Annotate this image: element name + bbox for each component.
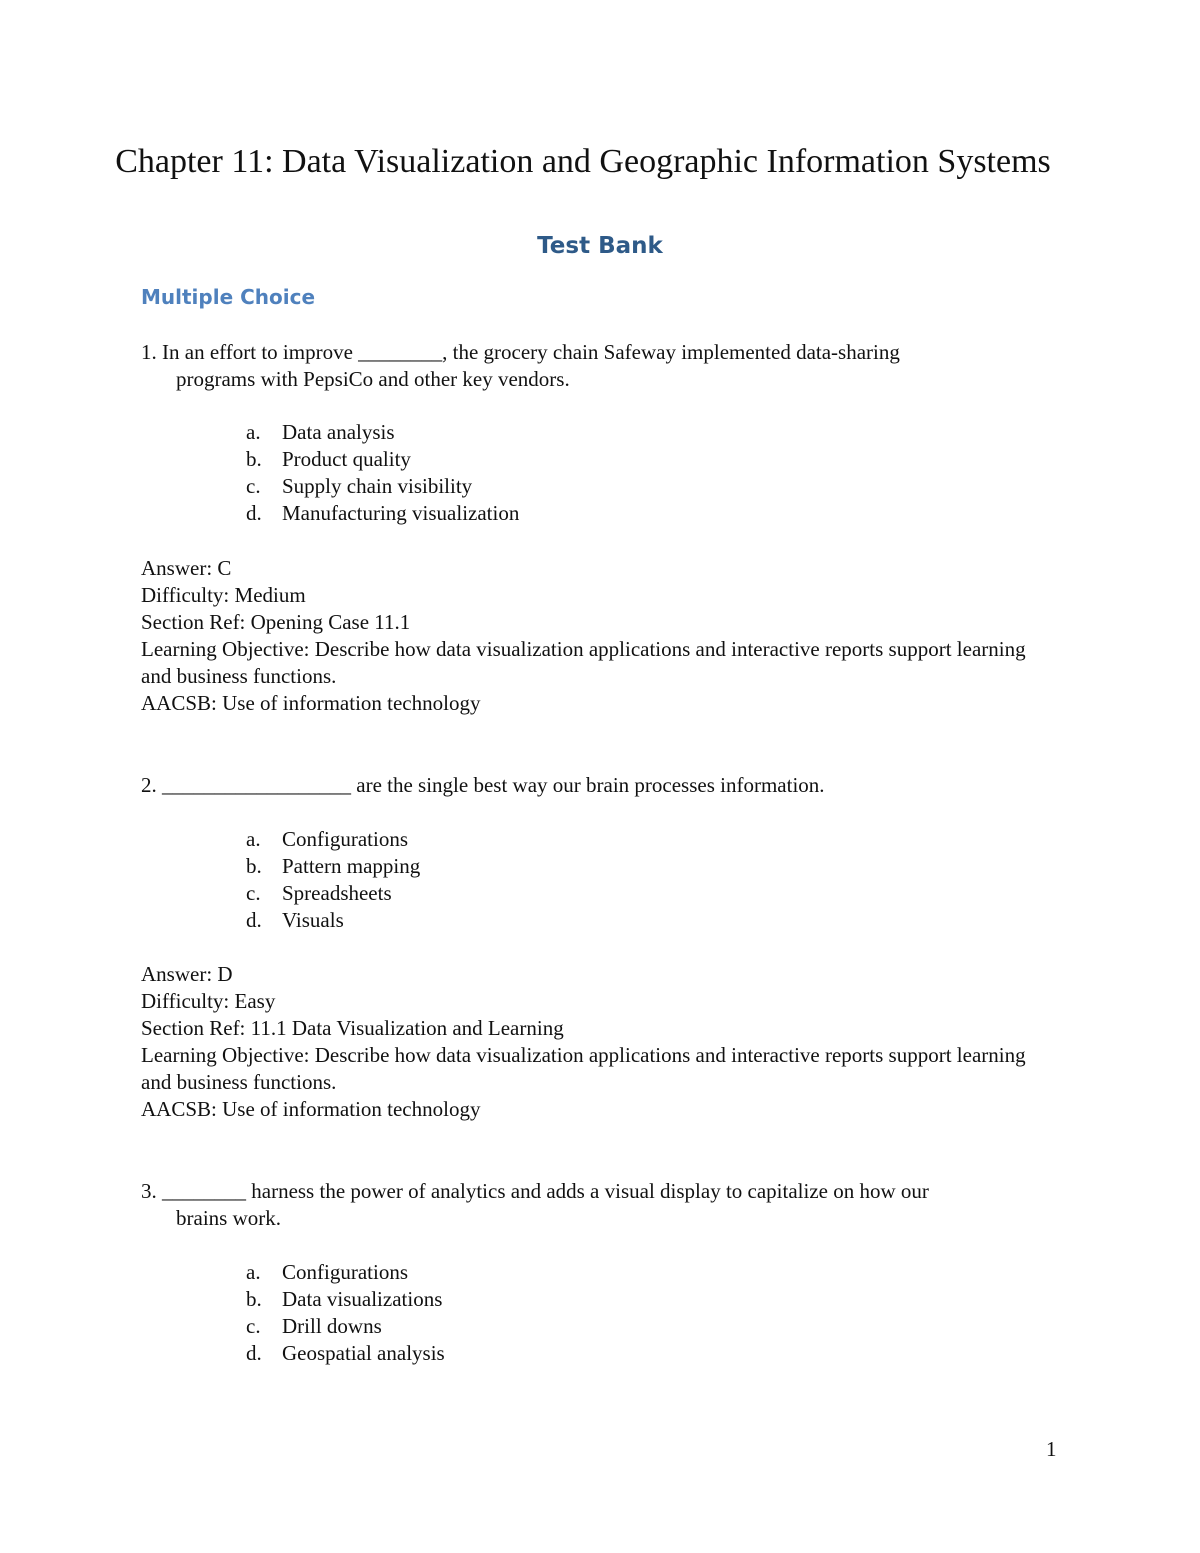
question-3-line2: brains work. xyxy=(176,1206,281,1230)
section-ref: Section Ref: 11.1 Data Visualization and Learning xyxy=(141,1016,564,1040)
option-b: b. Data visualizations xyxy=(246,1287,443,1311)
answer: Answer: C xyxy=(141,556,232,580)
option-a: a. Configurations xyxy=(246,1260,408,1284)
answer-blank: ________ xyxy=(358,340,443,364)
question-2-metadata xyxy=(141,961,1061,1123)
page-number: 1 xyxy=(1046,1437,1057,1461)
question-1 xyxy=(141,339,900,393)
option-b: b. Pattern mapping xyxy=(246,854,421,878)
question-text: are the single best way our brain processes information. xyxy=(351,773,825,797)
question-3 xyxy=(141,1178,929,1232)
question-3-line1 xyxy=(141,1178,929,1205)
test-bank-heading: Test Bank xyxy=(537,233,663,259)
answer-blank: ________ xyxy=(162,1179,246,1203)
learning-objective: Learning Objective: Describe how data visualization applications and interactive reports support learning and business functions. xyxy=(141,637,1026,688)
question-2-options xyxy=(246,826,420,934)
question-text: harness the power of analytics and adds a visual display to capitalize on how our xyxy=(246,1179,929,1203)
option-d: d. Geospatial analysis xyxy=(246,1341,445,1365)
option-a: a. Data analysis xyxy=(246,420,395,444)
question-1-options xyxy=(246,419,519,527)
question-text: In an effort to improve xyxy=(162,340,359,364)
aacsb: AACSB: Use of information technology xyxy=(141,691,481,715)
question-2 xyxy=(141,772,825,799)
question-number: 1. xyxy=(141,340,157,364)
multiple-choice-heading: Multiple Choice xyxy=(141,285,316,309)
question-2-line1 xyxy=(141,772,825,799)
answer-blank: __________________ xyxy=(162,773,351,797)
option-d: d. Manufacturing visualization xyxy=(246,501,520,525)
answer: Answer: D xyxy=(141,962,233,986)
difficulty: Difficulty: Medium xyxy=(141,583,306,607)
option-c: c. Supply chain visibility xyxy=(246,474,473,498)
chapter-title: Chapter 11: Data Visualization and Geographic Information Systems xyxy=(115,143,1051,180)
option-c: c. Drill downs xyxy=(246,1314,382,1338)
option-c: c. Spreadsheets xyxy=(246,881,392,905)
question-text: , the grocery chain Safeway implemented data-sharing xyxy=(442,340,900,364)
question-number: 3. xyxy=(141,1179,157,1203)
question-number: 2. xyxy=(141,773,157,797)
option-b: b. Product quality xyxy=(246,447,411,471)
aacsb: AACSB: Use of information technology xyxy=(141,1097,481,1121)
learning-objective: Learning Objective: Describe how data visualization applications and interactive reports support learning and business functions. xyxy=(141,1043,1026,1094)
section-ref: Section Ref: Opening Case 11.1 xyxy=(141,610,411,634)
question-1-line1 xyxy=(141,339,900,366)
option-a: a. Configurations xyxy=(246,827,408,851)
question-1-metadata xyxy=(141,555,1061,717)
difficulty: Difficulty: Easy xyxy=(141,989,276,1013)
question-3-options xyxy=(246,1259,445,1367)
option-d: d. Visuals xyxy=(246,908,344,932)
question-1-line2: programs with PepsiCo and other key vendors. xyxy=(176,367,570,391)
